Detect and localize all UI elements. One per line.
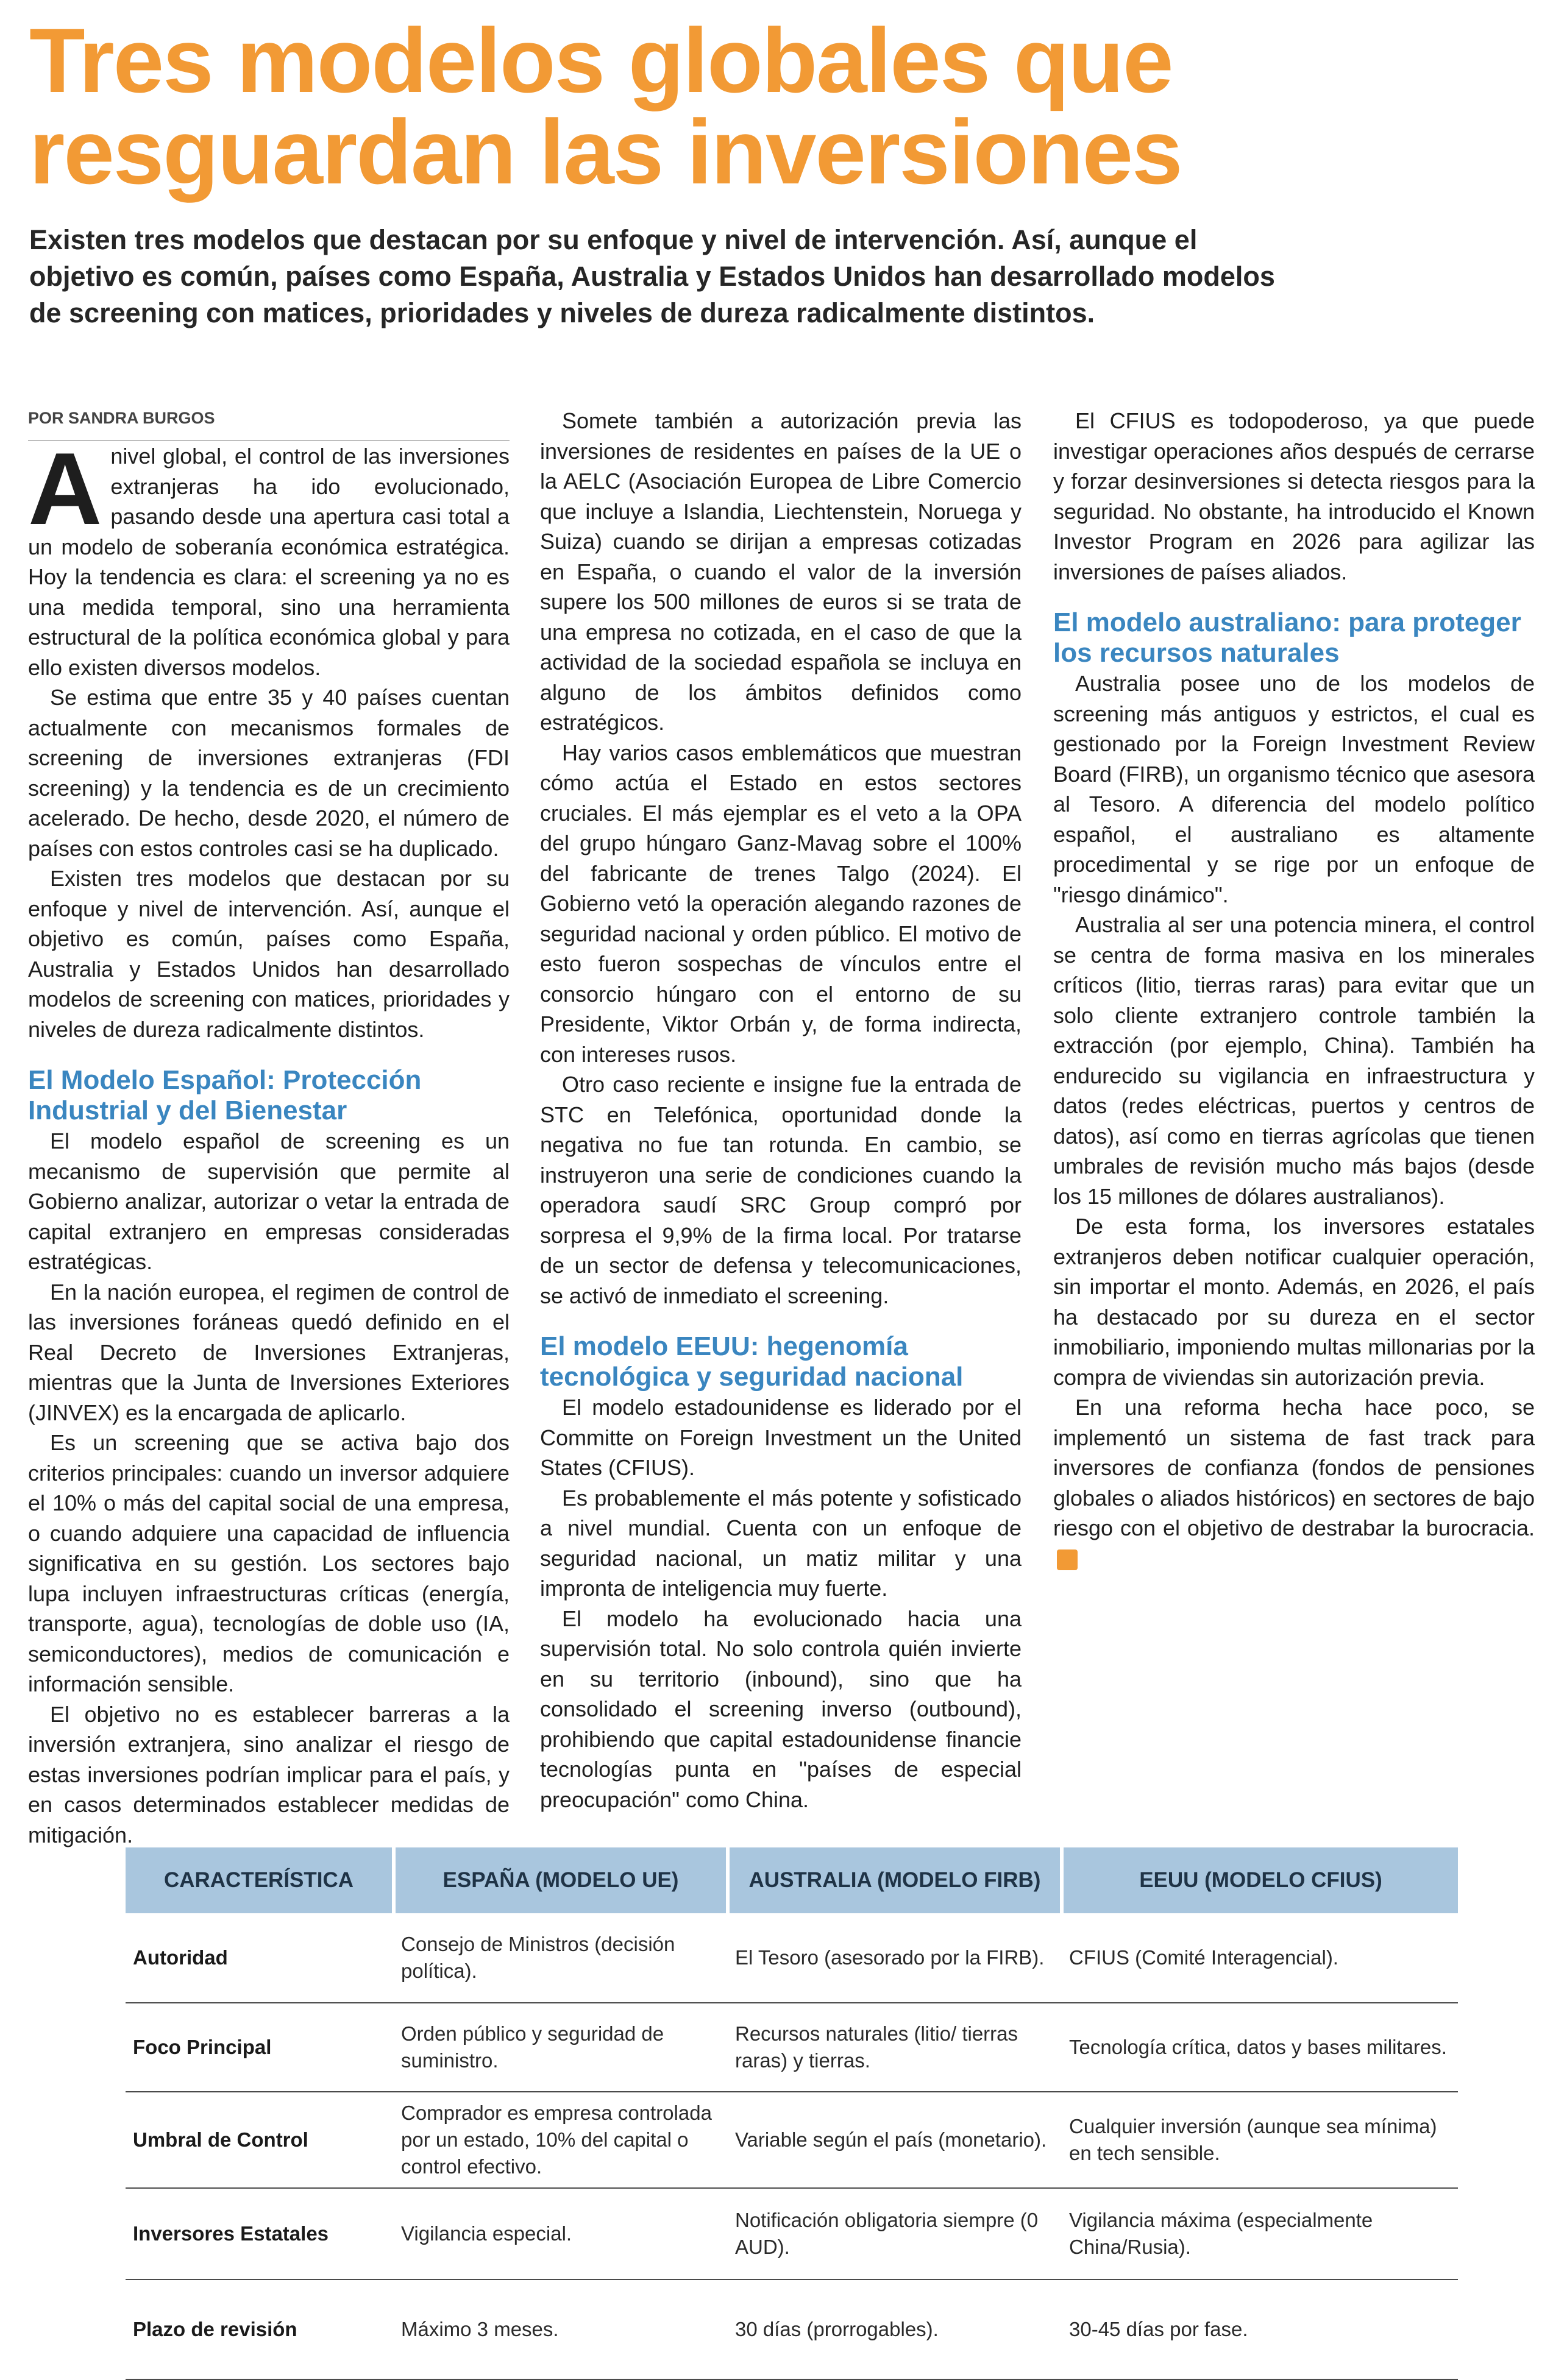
cell-australia: Variable según el país (monetario). <box>728 2092 1062 2188</box>
cell-australia: Notificación obligatoria siempre (0 AUD). <box>728 2188 1062 2279</box>
australia-paragraph-2: Australia al ser una potencia minera, el control se centra de forma masiva en los minerales críticos (litio, tierras raras) para evitar que un solo cliente extranjero controle también la extracción (por ejemplo, China). También ha endurecido su vigilancia en infraestructura y datos (redes eléctricas, puertos y centros de datos), así como en tierras agrícolas que tienen umbrales de revisión mucho más bajos (desde los 15 millones de dólares australianos). <box>1053 912 1535 1209</box>
spain-paragraph-6: Hay varios casos emblemáticos que muestran cómo actúa el Estado en estos sectores cruciales. El más ejemplar es el veto a la OPA del grupo húngaro Ganz-Mavag sobre el 100% del fabricante de trenes Talgo (2024). El Gobierno vetó la operación alegando razones de seguridad nacional y orden público. El motivo de esto fueron sospechas de vínculos entre el consorcio húngaro con el entorno de su Presidente, Viktor Orbán y, de forma indirecta, con intereses rusos. <box>540 740 1022 1067</box>
lead-paragraph: Existen tres modelos que destacan por su enfoque y nivel de intervención. Así, aunque el objetivo es común, países como España, Australia y Estados Unidos han desarrollado modelos de screening con matices, prioridades y niveles de dureza radicalmente distintos. <box>29 224 1275 328</box>
intro-paragraph-1-text: nivel global, el control de las inversiones extranjeras ha ido evolucionado, pasando desde una apertura casi total a un modelo de soberanía económica estratégica. Hoy la tendencia es clara: el screening ya no es una medida temporal, sino una herramienta estructural de la política económica global y para ello existen diversos modelos. <box>28 444 510 680</box>
headline-line-1: Tres modelos globales que <box>29 9 1173 112</box>
header-usa: EEUU (MODELO CFIUS) <box>1062 1847 1458 1913</box>
cell-usa: Tecnología crítica, datos y bases militares. <box>1062 2003 1458 2092</box>
table-header-row <box>126 1847 1458 1913</box>
row-label: Foco Principal <box>126 2003 394 2092</box>
cell-usa: Cualquier inversión (aunque sea mínima) en tech sensible. <box>1062 2092 1458 2188</box>
spain-paragraph-3: Es un screening que se activa bajo dos criterios principales: cuando un inversor adquiere el 10% o más del capital social de una empresa, o cuando adquiere una capacidad de influencia significativa en su gestión. Los sectores bajo lupa incluyen infraestructuras críticas (energía, transporte, agua), tecnologías de doble uso (IA, semiconductores), medios de comunicación e información sensible. <box>28 1430 510 1696</box>
australia-heading: El modelo australiano: para proteger los recursos naturales <box>1053 607 1521 668</box>
header-australia: AUSTRALIA (MODELO FIRB) <box>728 1847 1062 1913</box>
cell-australia: Recursos naturales (litio/ tierras raras) y tierras. <box>728 2003 1062 2092</box>
spain-paragraph-1: El modelo español de screening es un mecanismo de supervisión que permite al Gobierno analizar, autorizar o vetar la entrada de capital extranjero en empresas consideradas estratégicas. <box>28 1128 510 1274</box>
usa-paragraph-3: El modelo ha evolucionado hacia una supervisión total. No solo controla quién invierte en su territorio (inbound), sino que ha consolidado el screening inverso (outbound), prohibiendo que capital estadounidense financie tecnologías punta en "países de especial preocupación" como China. <box>540 1606 1022 1812</box>
row-label: Umbral de Control <box>126 2092 394 2188</box>
cell-usa: Vigilancia máxima (especialmente China/Rusia). <box>1062 2188 1458 2279</box>
cell-usa: 30-45 días por fase. <box>1062 2279 1458 2379</box>
end-mark-icon: S <box>1057 1549 1078 1570</box>
cell-australia: El Tesoro (asesorado por la FIRB). <box>728 1913 1062 2003</box>
header-spain: ESPAÑA (MODELO UE) <box>394 1847 728 1913</box>
column-2 <box>540 406 1022 1812</box>
spain-paragraph-2: En la nación europea, el regimen de control de las inversiones foráneas quedó definido en el Real Decreto de Inversiones Extranjeras, mientras que la Junta de Inversiones Exteriores (JINVEX) es la encargada de aplicarlo. <box>28 1279 510 1425</box>
header-characteristic: CARACTERÍSTICA <box>126 1847 394 1913</box>
spain-paragraph-5: Somete también a autorización previa las inversiones de residentes en países de la UE o la AELC (Asociación Europea de Libre Comercio que incluye a Islandia, Liechtenstein, Noruega y Suiza) cuando se dirijan a empresas cotizadas en España, o cuando el valor de la inversión supere los 500 millones de euros si se trata de una empresa no cotizada, en el caso de que la actividad de la sociedad española se incluya en alguno de los ámbitos definidos como estratégicos. <box>540 408 1022 735</box>
spain-heading: El Modelo Español: Protección Industrial y del Bienestar <box>28 1065 422 1125</box>
usa-paragraph-4: El CFIUS es todopoderoso, ya que puede investigar operaciones años después de cerrarse y forzar desinversiones si detecta riesgos para la seguridad. No obstante, ha introducido el Known Investor Program en 2026 para agilizar las inversiones de países aliados. <box>1053 408 1535 584</box>
australia-paragraph-4-text: En una reforma hecha hace poco, se implementó un sistema de fast track para inversores de confianza (fondos de pensiones globales o aliados históricos) en sectores de bajo riesgo con el objetivo de destrabar la burocracia. <box>1053 1395 1535 1540</box>
column-1 <box>28 406 510 1847</box>
table-row <box>126 2279 1458 2379</box>
usa-heading: El modelo EEUU: hegenomía tecnológica y seguridad nacional <box>540 1331 964 1392</box>
australia-paragraph-4 <box>1053 1392 1535 1573</box>
cell-usa: CFIUS (Comité Interagencial). <box>1062 1913 1458 2003</box>
cell-spain: Comprador es empresa controlada por un estado, 10% del capital o control efectivo. <box>394 2092 728 2188</box>
spain-paragraph-4: El objetivo no es establecer barreras a la inversión extranjera, sino analizar el riesgo de estas inversiones podrían implicar para el país, y en casos determinados establecer medidas de mitigación. <box>28 1701 510 1847</box>
australia-paragraph-3: De esta forma, los inversores estatales extranjeros deben notificar cualquier operación, sin importar el monto. Además, en 2026, el país ha destacado por su dureza en el sector inmobiliario, imponiendo multas millonarias por la compra de viviendas sin autorización previa. <box>1053 1214 1535 1390</box>
table-row <box>126 1913 1458 2003</box>
headline-line-2: resguardan las inversiones <box>29 101 1182 203</box>
cell-australia: 30 días (prorrogables). <box>728 2279 1062 2379</box>
usa-paragraph-2: Es probablemente el más potente y sofisticado a nivel mundial. Cuenta con un enfoque de seguridad nacional, un matiz militar y una impronta de inteligencia muy fuerte. <box>540 1485 1022 1601</box>
cell-spain: Orden público y seguridad de suministro. <box>394 2003 728 2092</box>
intro-paragraph-1 <box>28 431 510 682</box>
table-row <box>126 2092 1458 2188</box>
usa-paragraph-1: El modelo estadounidense es liderado por el Committe on Foreign Investment un the United States (CFIUS). <box>540 1395 1022 1480</box>
drop-cap: A <box>28 431 102 546</box>
comparison-table <box>126 1847 1458 2380</box>
spain-paragraph-7: Otro caso reciente e insigne fue la entrada de STC en Telefónica, oportunidad donde la negativa no fue tan rotunda. En cambio, se instruyeron una serie de condiciones cuando la operadora saudí SRC Group compró por sorpresa el 9,9% de la firma local. Por tratarse de un sector de defensa y telecomunicaciones, se activó de inmediato el screening. <box>540 1072 1022 1308</box>
cell-spain: Máximo 3 meses. <box>394 2279 728 2379</box>
intro-paragraph-3: Existen tres modelos que destacan por su enfoque y nivel de intervención. Así, aunque el objetivo es común, países como España, Australia y Estados Unidos han desarrollado modelos de screening con matices, prioridades y niveles de dureza radicalmente distintos. <box>28 866 510 1042</box>
row-label: Autoridad <box>126 1913 394 2003</box>
cell-spain: Vigilancia especial. <box>394 2188 728 2279</box>
cell-spain: Consejo de Ministros (decisión política). <box>394 1913 728 2003</box>
table-row <box>126 2003 1458 2092</box>
intro-paragraph-2: Se estima que entre 35 y 40 países cuentan actualmente con mecanismos formales de screening de inversiones extranjeras (FDI screening) y la tendencia es de un crecimiento acelerado. De hecho, desde 2020, el número de países con estos controles casi se ha duplicado. <box>28 685 510 861</box>
australia-paragraph-1: Australia posee uno de los modelos de screening más antiguos y estrictos, el cual es gestionado por la Foreign Investment Review Board (FIRB), un organismo técnico que asesora al Tesoro. A diferencia del modelo político español, el australiano es altamente procedimental y se rige por un enfoque de "riesgo dinámico". <box>1053 671 1535 907</box>
row-label: Plazo de revisión <box>126 2279 394 2379</box>
column-3 <box>1053 406 1535 1777</box>
byline: POR SANDRA BURGOS <box>28 406 510 441</box>
table-row <box>126 2188 1458 2279</box>
row-label: Inversores Estatales <box>126 2188 394 2279</box>
headline <box>29 9 1516 203</box>
